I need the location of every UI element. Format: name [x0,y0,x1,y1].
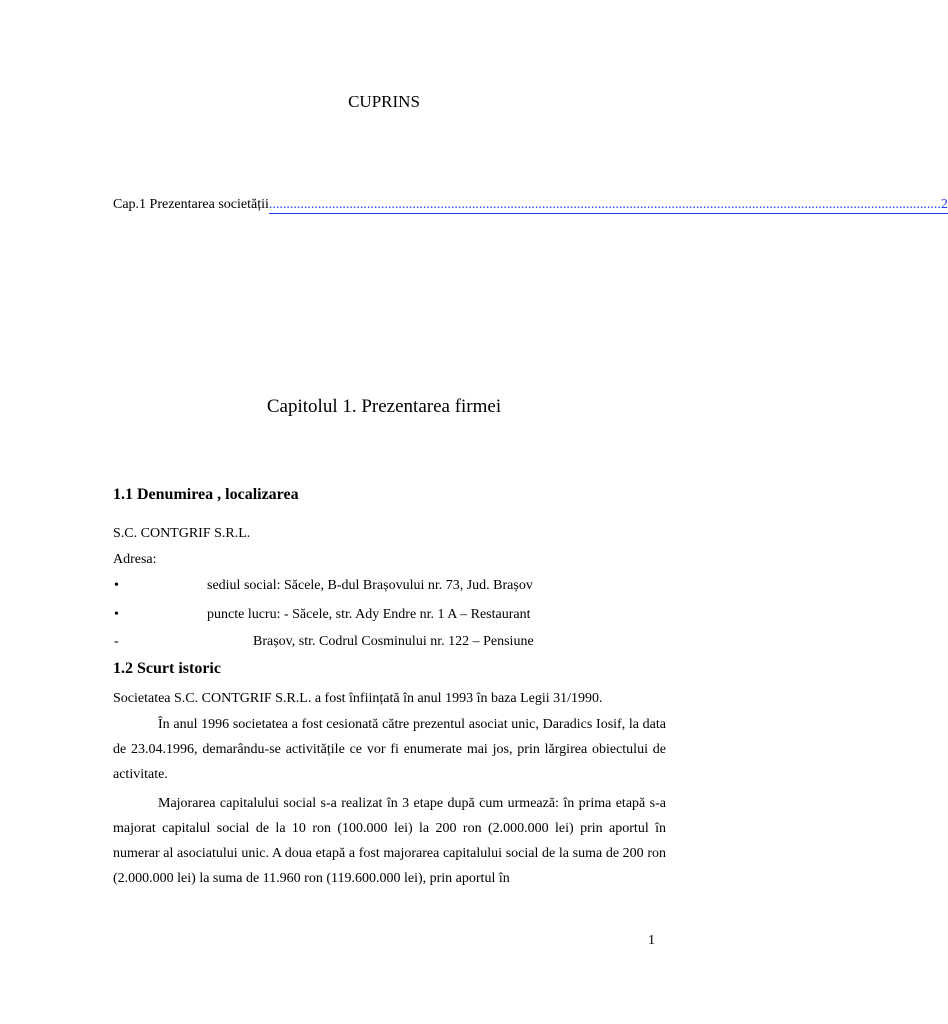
company-name: S.C. CONTGRIF S.R.L. [113,526,251,541]
address-label: Adresa: [113,552,157,567]
address-line: Brașov, str. Codrul Cosminului nr. 122 – Pensiune [253,634,534,649]
bullet-marker: • [114,607,119,622]
bullet-marker: • [114,578,119,593]
toc-dot-leader [269,197,941,213]
paragraph: Societatea S.C. CONTGRIF S.R.L. a fost înființată în anul 1993 în baza Legii 31/1990. [113,691,603,706]
paragraph: Majorarea capitalului social s-a realizat în 3 etape după cum urmează: în prima etapă s-a majorat capitalul social de la 10 ron (100.000 lei) la 200 ron (2.000.000 lei) prin aportul în numerar al asociatului unic. A doua etapă a fost majorarea capitalului social de la suma de 200 ron (2.000.000 lei) la suma de 11.960 ron (119.600.000 lei), prin aportul în [113,796,666,886]
address-line: puncte lucru: - Săcele, str. Ady Endre nr. 1 A – Restaurant [207,607,531,622]
section-heading-denumire: 1.1 Denumirea , localizarea [113,486,299,503]
page-number: 1 [648,933,655,948]
toc-entry [113,197,948,214]
toc-entry-page: 2 [940,197,948,212]
chapter-title: Capitolul 1. Prezentarea firmei [266,396,502,417]
toc-entry-label: Cap.1 Prezentarea societății [113,197,269,212]
toc-title: CUPRINS [348,92,420,111]
dash-marker: - [114,634,119,649]
section-heading-istoric: 1.2 Scurt istoric [113,660,221,677]
address-line: sediul social: Săcele, B-dul Brașovului nr. 73, Jud. Brașov [207,578,533,593]
paragraph: În anul 1996 societatea a fost cesionată către prezentul asociat unic, Daradics Iosif, la data de 23.04.1996, demarându-se activitățile ce vor fi enumerate mai jos, prin lărgirea obiectului de activitate. [113,717,666,782]
toc-entry-link[interactable] [269,197,948,214]
